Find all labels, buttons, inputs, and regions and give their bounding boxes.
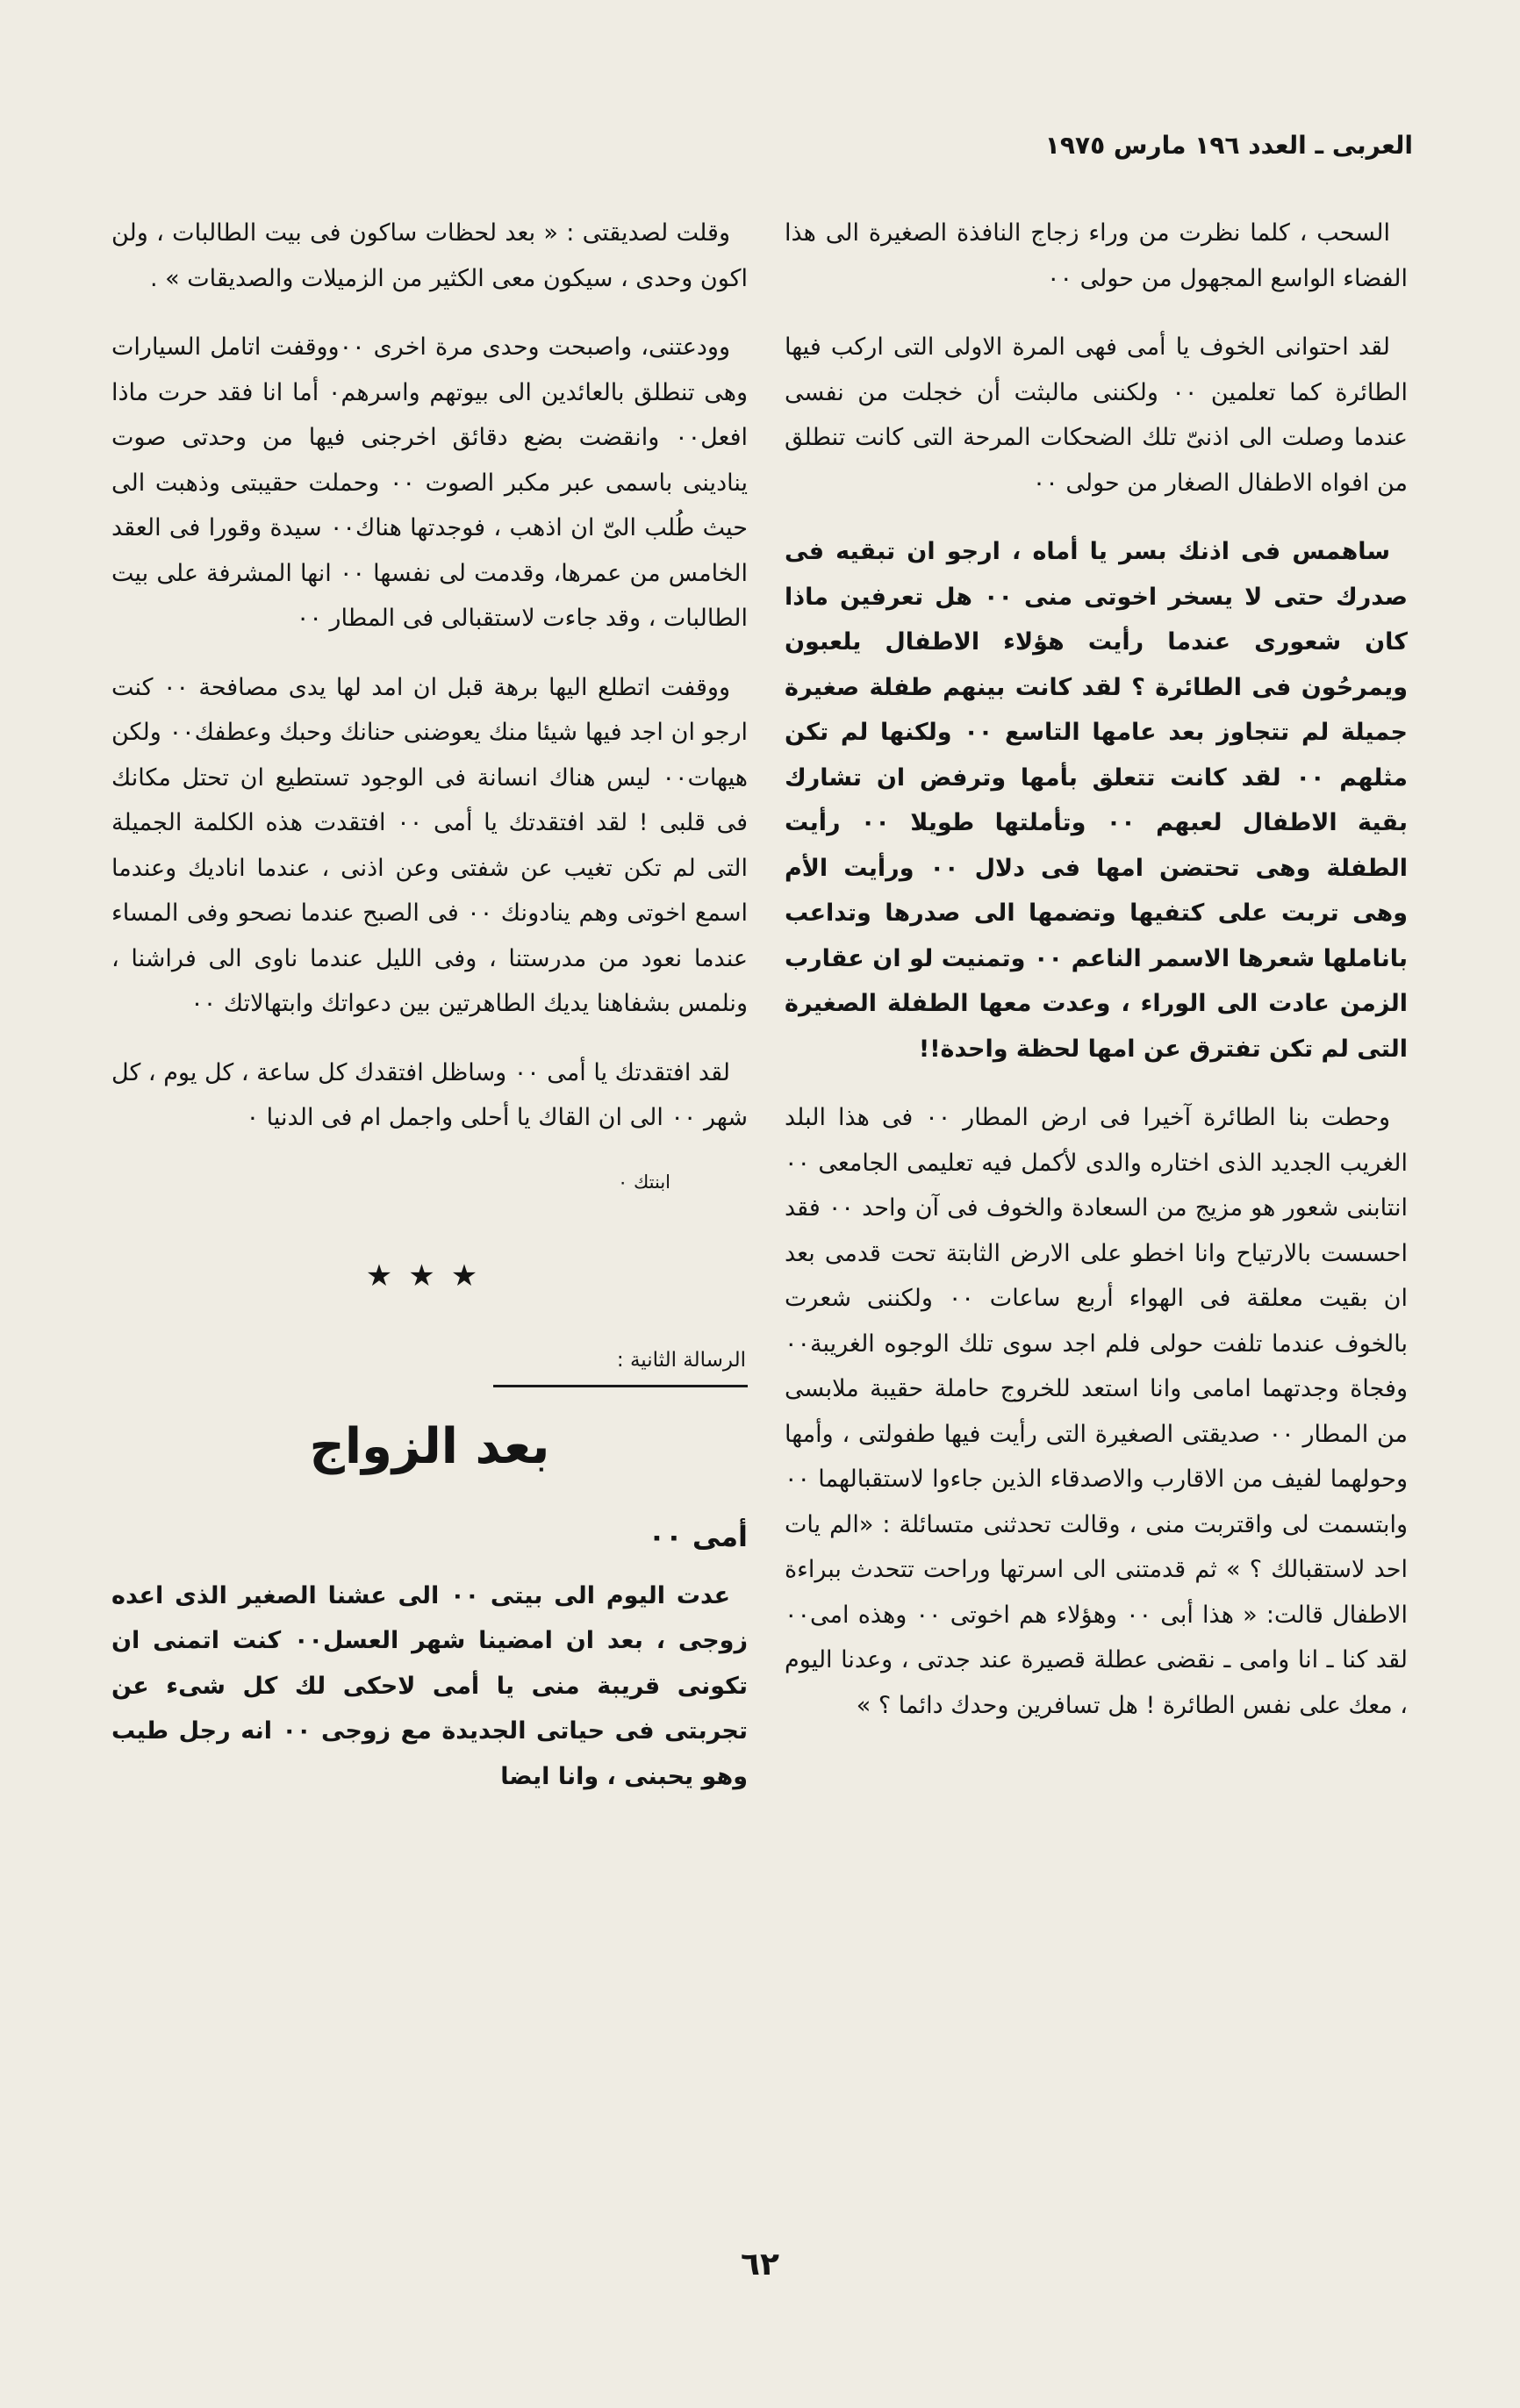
right-paragraph-4: وحطت بنا الطائرة آخيرا فى ارض المطار ٠٠ فى هذا البلد الغريب الجديد الذى اختاره والدى لأكمل فيه تعليمى الجامعى ٠٠ انتابنى شعور هو مزيج من السعادة والخوف فى آن واحد ٠٠ فقد احسست بالارتياح وانا اخطو على الارض الثابتة تحت قدمى بعد ان بقيت معلقة فى الهواء أربع ساعات ٠٠ ولكننى شعرت بالخوف عندما تلفت حولى فلم اجد سوى تلك الوجوه الغريبة٠٠ وفجاة وجدتهما امامى وانا استعد للخروج حاملة حقيبة ملابسى من المطار ٠٠ صديقتى الصغيرة التى رأيت فيها طفولتى ، وأمها وحولهما لفيف من الاقارب والاصدقاء الذين جاءوا لاستقبالهما ٠٠ وابتسمت لى واقتربت منى ، وقالت تحدثنى متسائلة : «الم يات احد لاستقبالك ؟ » ثم قدمتنى الى اسرتها وراحت تتحدث ببراءة الاطفال قالت: « هذا أبى ٠٠ وهؤلاء هم اخوتى ٠٠ وهذه امى٠٠ لقد كنا ـ انا وامى ـ نقضى عطلة قصيرة عند جدتى ، وعدنا اليوم ، معك على نفس الطائرة ! هل تسافرين وحدك دائما ؟ » xyxy=(785,1104,1409,1719)
second-letter-paragraph: عدت اليوم الى بيتى ٠٠ الى عشنا الصغير الذى اعده زوجى ، بعد ان امضينا شهر العسل٠٠ كنت اتمنى ان تكونى قريبة منى يا أمى لاحكى لك كل شىء عن تجربتى فى حياتى الجديدة مع زوجى ٠٠ انه رجل طيب وهو يحبنى ، وانا ايضا xyxy=(111,1581,748,1790)
article-heading: بعد الزواج xyxy=(309,1417,550,1475)
left-paragraph-1: وقلت لصديقتى : « بعد لحظات ساكون فى بيت الطالبات ، ولن اكون وحدى ، سيكون معى الكثير من الزميلات والصديقات » . xyxy=(111,219,748,292)
left-column xyxy=(111,211,748,1823)
left-paragraph-3: ووقفت اتطلع اليها برهة قبل ان امد لها يدى مصافحة ٠٠ كنت ارجو ان اجد فيها شيئا منك يعوضنى حنانك وحبك وعطفك٠٠ ولكن هيهات٠٠ ليس هناك انسانة فى الوجود تستطيع ان تحتل مكانك فى قلبى ! لقد افتقدتك يا أمى ٠٠ افتقدت هذه الكلمة الجميلة التى لم تكن تغيب عن شفتى وعن اذنى ، عندما اناديك وعندما اسمع اخوتى وهم ينادونك ٠٠ فى الصبح عندما نصحو وفى المساء عندما نعود من مدرستنا ، وفى الليل عندما ناوى الى فراشنا ، ونلمس بشفاهنا يديك الطاهرتين بين دعواتك وابتهالاتك ٠٠ xyxy=(111,673,749,1017)
running-header xyxy=(799,121,1413,170)
signature: ابنتك ٠ xyxy=(617,1171,670,1193)
salutation: أمى ٠٠ xyxy=(648,1519,748,1553)
section-rule xyxy=(493,1385,748,1387)
left-paragraph-2: وودعتنى، واصبحت وحدى مرة اخرى ٠٠ووقفت اتامل السيارات وهى تنطلق بالعائدين الى بيوتهم واسرهم٠ أما انا فقد حرت ماذا افعل٠٠ وانقضت بضع دقائق اخرجنى فيها من وحدتى صوت ينادينى باسمى عبر مكبر الصوت ٠٠ وحملت حقيبتى وذهبت الى حيث طُلب الىّ ان اذهب ، فوجدتها هناك٠٠ سيدة وقورا فى العقد الخامس من عمرها، وقدمت لى نفسها ٠٠ انها المشرفة على بيت الطالبات ، وقد جاءت لاستقبالى فى المطار ٠٠ xyxy=(111,333,748,632)
right-paragraph-1: السحب ، كلما نظرت من وراء زجاج النافذة الصغيرة الى هذا الفضاء الواسع المجهول من حولى ٠٠ xyxy=(785,219,1408,292)
section-label: الرسالة الثانية : xyxy=(616,1348,746,1372)
right-column xyxy=(785,211,1408,1752)
star-separator: ★★★ xyxy=(365,1258,494,1294)
header-title: العربى ـ العدد ١٩٦ مارس ١٩٧٥ xyxy=(1044,131,1413,160)
left-paragraph-4: لقد افتقدتك يا أمى ٠٠ وساظل افتقدك كل ساعة ، كل يوم ، كل شهر ٠٠ الى ان القاك يا أحلى واجمل ام فى الدنيا ٠ xyxy=(111,1058,748,1131)
right-paragraph-2: لقد احتوانى الخوف يا أمى فهى المرة الاولى التى اركب فيها الطائرة كما تعلمين ٠٠ ولكننى مالبثت أن خجلت من نفسى عندما وصلت الى اذنىّ تلك الضحكات المرحة التى كانت تنطلق من افواه الاطفال الصغار من حولى ٠٠ xyxy=(785,333,1409,497)
right-paragraph-3: ساهمس فى اذنك بسر يا أماه ، ارجو ان تبقيه فى صدرك حتى لا يسخر اخوتى منى ٠٠ هل تعرفين ماذا كان شعورى عندما رأيت هؤلاء الاطفال يلعبون ويمرحُون فى الطائرة ؟ لقد كانت بينهم طفلة صغيرة جميلة لم تتجاوز بعد عامها التاسع ٠٠ ولكنها لم تكن مثلهم ٠٠ لقد كانت تتعلق بأمها وترفض ان تشارك بقية الاطفال لعبهم ٠٠ وتأملتها طويلا ٠٠ رأيت الطفلة وهى تحتضن امها فى دلال ٠٠ ورأيت الأم وهى تربت على كتفيها وتضمها الى صدرها وتداعب باناملها شعرها الاسمر الناعم ٠٠ وتمنيت لو ان عقارب الزمن عادت الى الوراء ، وعدت معها الطفلة الصغيرة التى لم تكن تفترق عن امها لحظة واحدة!! xyxy=(785,538,1408,1063)
page-number: ٦٢ xyxy=(741,2247,779,2283)
